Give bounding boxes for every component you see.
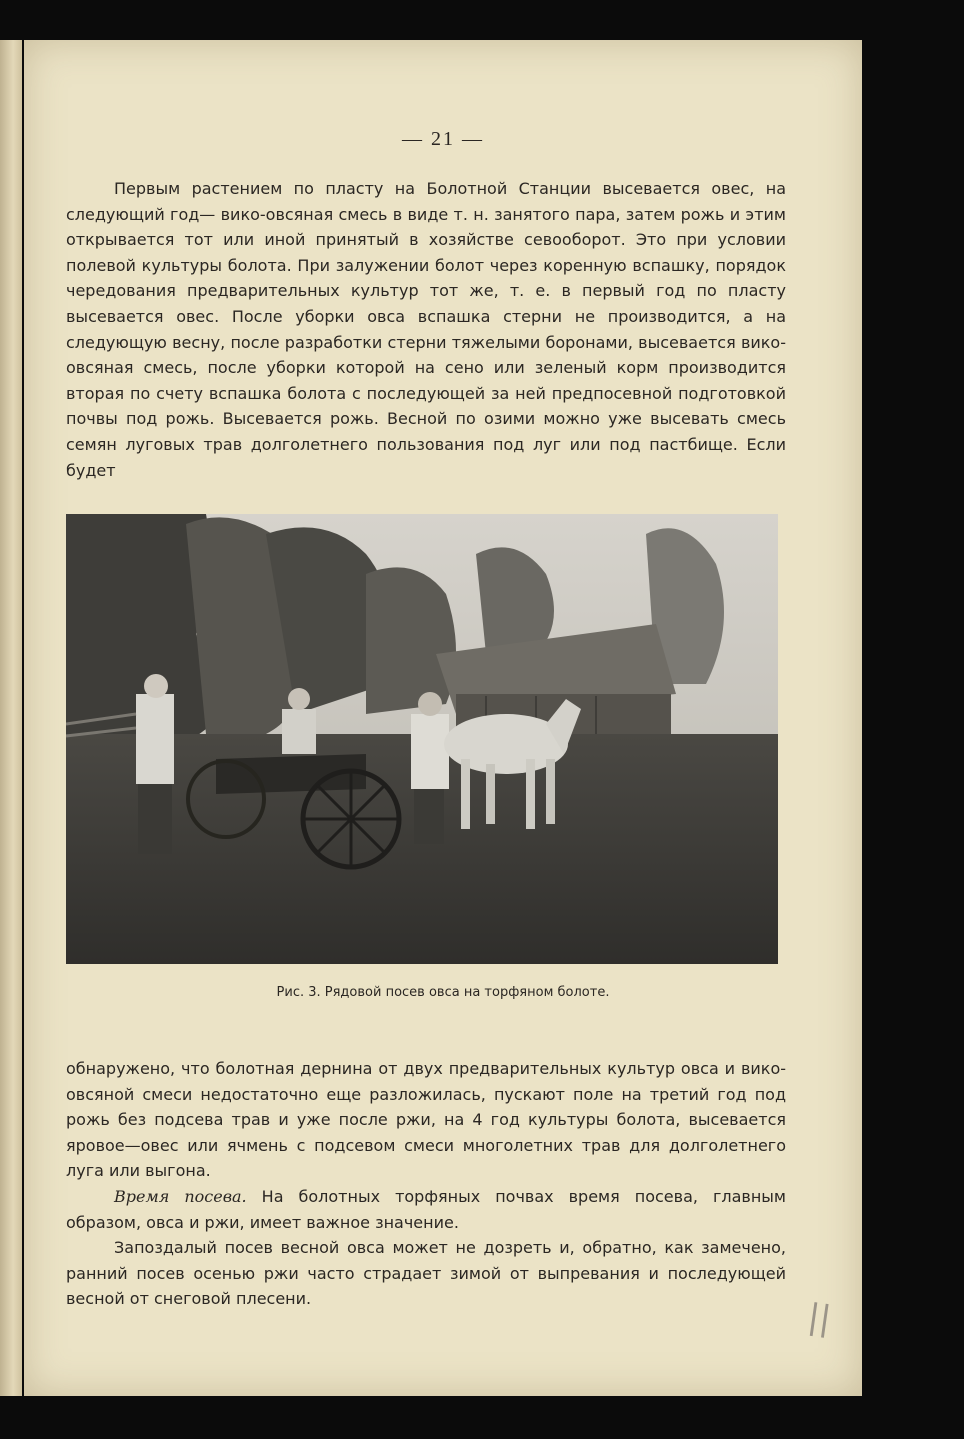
paragraph-time-of-sowing (66, 1184, 786, 1235)
top-text-block (66, 176, 786, 483)
figure-photo (66, 514, 778, 964)
figure-caption: Рис. 3. Рядовой посев овса на торфяном болоте. (276, 985, 610, 1000)
previous-page-edge (0, 40, 22, 1396)
section-heading: Время посева. (114, 1186, 247, 1206)
bottom-text-block (66, 1056, 786, 1312)
paragraph-top: Первым растением по пласту на Болотной Станции высевается овес, на следующий год— вико-овсяная смесь в виде т. н. занятого пара, затем рожь и этим открывается тот или иной принятый в хозяйстве севооборот. Это при условии полевой культуры болота. При залужении болот через коренную вспашку, порядок чередования предварительных культур тот же, т. е. в первый год по пласту высевается овес. После уборки овса вспашка стерни не производится, а на следующую весну, после разработки стерни тяжелыми боронами, высевается вико-овсяная смесь, после уборки которой на сено или зеленый корм производится вторая по счету вспашка болота с последующей за ней предпосевной подготовкой почвы под рожь. Высевается рожь. Весной по озими можно уже высевать смесь семян луговых трав долголетнего пользования под луг или под пастбище. Если будет (66, 179, 786, 480)
paragraph-continued: обнаружено, что болотная дернина от двух предварительных культур овса и вико-овсяной смеси недостаточно еще разложилась, пускают поле на третий год под рожь без подсева трав и уже после ржи, на 4 год культуры болота, высевается яровое—овес или ячмень с подсевом смеси многолетних трав для долголетнего луга или выгона. (66, 1059, 786, 1181)
book-page (24, 40, 862, 1396)
section-text: На болотных торфяных почвах время посева, главным образом, овса и ржи, имеет важное значение. (66, 1186, 786, 1232)
page-number: — 21 — (402, 128, 484, 150)
pencil-margin-mark: || (805, 1296, 834, 1340)
paragraph-last: Запоздалый посев весной овса может не дозреть и, обратно, как замечено, ранний посев осенью ржи часто страдает зимой от выпревания и последующей весной от снеговой плесени. (66, 1238, 786, 1309)
